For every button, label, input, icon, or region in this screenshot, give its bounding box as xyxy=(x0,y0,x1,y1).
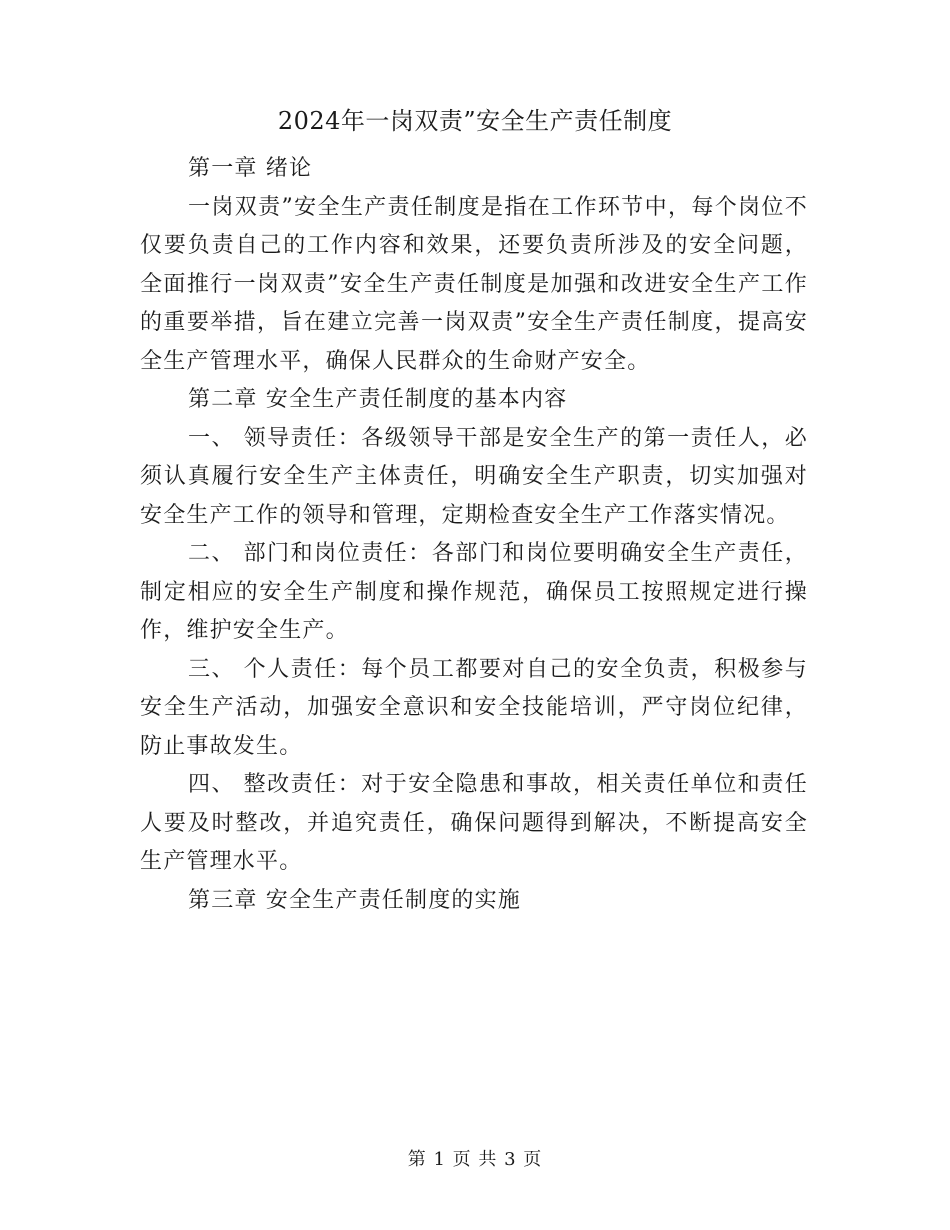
chapter-1-paragraph: 一岗双责”安全生产责任制度是指在工作环节中，每个岗位不仅要负责自己的工作内容和效果，还要负责所涉及的安全问题，全面推行一岗双责”安全生产责任制度是加强和改进安全生产工作的重要举措，旨在建立完善一岗双责”安全生产责任制度，提高安全生产管理水平，确保人民群众的生命财产安全。 xyxy=(140,194,808,374)
item-rectification-responsibility: 四、 整改责任：对于安全隐患和事故，相关责任单位和责任人要及时整改，并追究责任，确保问题得到解决，不断提高安全生产管理水平。 xyxy=(140,772,808,874)
item-department-responsibility: 二、 部门和岗位责任：各部门和岗位要明确安全生产责任，制定相应的安全生产制度和操作规范，确保员工按照规定进行操作，维护安全生产。 xyxy=(140,541,808,643)
item-leadership-responsibility: 一、 领导责任：各级领导干部是安全生产的第一责任人，必须认真履行安全生产主体责任，明确安全生产职责，切实加强对安全生产工作的领导和管理，定期检查安全生产工作落实情况。 xyxy=(140,425,808,528)
document-title: 2024年一岗双责”安全生产责任制度 xyxy=(277,107,673,135)
chapter-3-heading: 第三章 安全生产责任制度的实施 xyxy=(188,887,521,913)
item-personal-responsibility: 三、 个人责任：每个员工都要对自己的安全负责，积极参与安全生产活动，加强安全意识和安全技能培训，严守岗位纪律，防止事故发生。 xyxy=(140,656,808,759)
chapter-2-heading: 第二章 安全生产责任制度的基本内容 xyxy=(188,387,568,412)
page-number-footer: 第 1 页 共 3 页 xyxy=(407,1149,543,1170)
document-body xyxy=(140,150,808,920)
chapter-1-heading: 第一章 绪论 xyxy=(188,156,313,181)
